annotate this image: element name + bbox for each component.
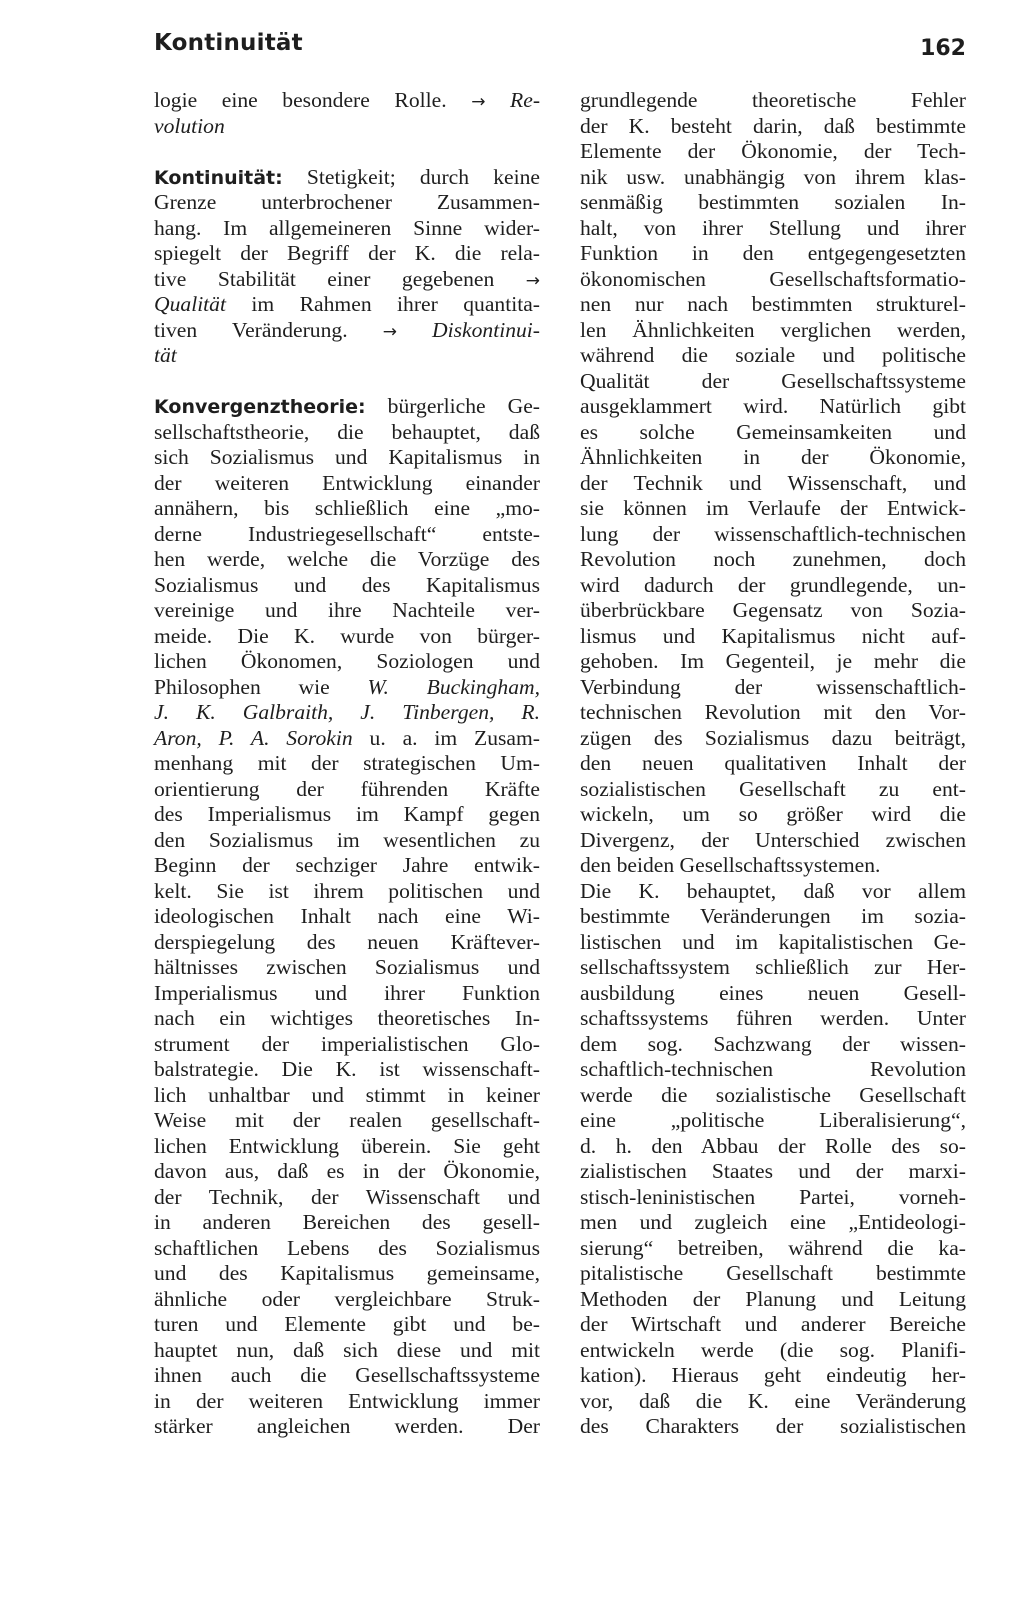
text-line: Elemente der Ökonomie, der Tech- (580, 139, 966, 163)
text-line: der K. besteht darin, daß bestimmte (580, 113, 966, 138)
text-line: derspiegelung des neuen Kräftever- (154, 929, 540, 954)
text-line: der Technik und Wissenschaft, und (580, 470, 966, 495)
text-line: derne Industriegesellschaft“ entste- (154, 521, 540, 546)
left-column (154, 88, 540, 1440)
text-line: Qualität der Gesellschaftssysteme (580, 368, 966, 393)
text-line: volution (154, 113, 225, 138)
text-line: davon aus, daß es in der Ökonomie, (154, 1159, 540, 1183)
text-line: tive Stabilität einer gegebenen → (154, 266, 540, 291)
text-line: der Wirtschaft und anderer Bereiche (580, 1312, 966, 1336)
text-line: es solche Gemeinsamkeiten und (580, 419, 966, 444)
text-line: senmäßig bestimmten sozialen In- (580, 190, 966, 214)
text-line: schaftlich-technischen Revolution (580, 1057, 966, 1081)
text-line: nik usw. unabhängig von ihrem klas- (580, 164, 966, 189)
text-line: entwickeln werde (die sog. Planifi- (580, 1337, 966, 1362)
text-line: grundlegende theoretische Fehler (580, 88, 966, 112)
text-line: hen werde, welche die Vorzüge des (154, 547, 540, 571)
text-line: sich Sozialismus und Kapitalismus in (154, 445, 540, 469)
text-line: ähnliche oder vergleichbare Struk- (154, 1286, 540, 1311)
arrow-icon: → (525, 270, 540, 291)
text-line: kation). Hieraus geht eindeutig her- (580, 1363, 966, 1387)
text-line: bestimmte Veränderungen im sozia- (580, 904, 966, 928)
text-line: in anderen Bereichen des gesell- (154, 1210, 540, 1234)
text-line: Funktion in den entgegengesetzten (580, 241, 966, 265)
text-line: werde die sozialistische Gesellschaft (580, 1082, 966, 1107)
text-line: menhang mit der strategischen Um- (154, 751, 540, 775)
text-line: wird dadurch der grundlegende, un- (580, 572, 966, 597)
text-line: men und zugleich eine „Entideologi- (580, 1210, 966, 1234)
text-line: logie eine besondere Rolle. → Re- (154, 88, 541, 112)
text-line: sie können im Verlaufe der Entwick- (580, 496, 966, 520)
text-line: lichen Ökonomen, Soziologen und (154, 649, 540, 673)
text-line: Grenze unterbrochener Zusammen- (154, 190, 540, 214)
text-line: in der weiteren Entwicklung immer (154, 1388, 540, 1413)
text-line: des Imperialismus im Kampf gegen (154, 802, 540, 826)
text-line: Qualität im Rahmen ihrer quantita- (154, 292, 540, 316)
text-line: annähern, bis schließlich eine „mo- (154, 496, 540, 520)
text-line: tiven Veränderung. → Diskontinui- (154, 317, 540, 342)
text-line: Imperialismus und ihrer Funktion (154, 980, 540, 1005)
text-line: Methoden der Planung und Leitung (580, 1286, 966, 1311)
text-line: Sozialismus und des Kapitalismus (154, 572, 540, 597)
text-line: len Ähnlichkeiten verglichen werden, (580, 317, 966, 342)
text-line: hältnisses zwischen Sozialismus und (154, 955, 540, 979)
text-line: während die soziale und politische (580, 343, 966, 367)
right-column (580, 88, 966, 1440)
text-line: lung der wissenschaftlich-technischen (580, 521, 966, 546)
text-line: Verbindung der wissenschaftlich- (580, 674, 966, 699)
entry-term: Konvergenztheorie: (154, 396, 366, 418)
text-line: Philosophen wie W. Buckingham, (154, 674, 540, 699)
text-line: listischen und im kapitalistischen Ge- (580, 929, 966, 954)
text-line: vereinige und ihre Nachteile ver- (154, 598, 540, 622)
text-line: hang. Im allgemeineren Sinne wider- (154, 215, 540, 240)
text-line: sierung“ betreiben, während die ka- (580, 1235, 966, 1260)
text-line: den Sozialismus im wesentlichen zu (154, 827, 540, 852)
text-line: ihnen auch die Gesellschaftssysteme (154, 1363, 540, 1387)
text-line: sellschaftssystem schließlich zur Her- (580, 955, 966, 979)
text-line: ausbildung eines neuen Gesell- (580, 980, 966, 1005)
text-line: spiegelt der Begriff der K. die rela- (154, 241, 540, 265)
text-line: den beiden Gesellschaftssystemen. (580, 853, 881, 877)
text-line: Die K. behauptet, daß vor allem (580, 878, 966, 903)
text-line: Revolution noch zunehmen, doch (580, 547, 966, 571)
text-line: strument der imperialistischen Glo- (154, 1031, 540, 1056)
text-line: stärker angleichen werden. Der (154, 1414, 540, 1438)
text-line: den neuen qualitativen Inhalt der (580, 751, 966, 775)
text-line: zügen des Sozialismus dazu beiträgt, (580, 725, 966, 750)
text-line: stisch-leninistischen Partei, vorneh- (580, 1184, 966, 1209)
text-line: überbrückbare Gegensatz von Sozia- (580, 598, 966, 622)
text-line: turen und Elemente gibt und be- (154, 1312, 540, 1336)
text-line: gehoben. Im Gegenteil, je mehr die (580, 649, 966, 673)
text-line: lich unhaltbar und stimmt in keiner (154, 1082, 540, 1107)
text-line: halt, von ihrer Stellung und ihrer (580, 215, 966, 240)
text-line: lismus und Kapitalismus nicht auf- (580, 623, 966, 648)
text-line: schaftlichen Lebens des Sozialismus (154, 1235, 540, 1260)
text-line: der Technik, der Wissenschaft und (154, 1184, 540, 1209)
text-line: tät (154, 343, 177, 367)
text-line: lichen Entwicklung überein. Sie geht (154, 1133, 540, 1158)
text-line: technischen Revolution mit den Vor- (580, 700, 966, 724)
text-line: orientierung der führenden Kräfte (154, 776, 540, 801)
text-line: Weise mit der realen gesellschaft- (154, 1108, 540, 1132)
text-line: zialistischen Staates und der marxi- (580, 1159, 966, 1183)
text-line: hauptet nun, daß sich diese und mit (154, 1337, 540, 1362)
text-line: und des Kapitalismus gemeinsame, (154, 1261, 540, 1285)
text-line: meide. Die K. wurde von bürger- (154, 623, 540, 648)
text-line: balstrategie. Die K. ist wissenschaft- (154, 1057, 540, 1081)
text-line: J. K. Galbraith, J. Tinbergen, R. (154, 700, 540, 724)
text-line: ideologischen Inhalt nach eine Wi- (154, 904, 540, 928)
arrow-icon: → (471, 92, 486, 112)
entry-kontinuitaet: Kontinuität: Stetigkeit; durch keine (154, 164, 540, 189)
text-line: Aron, P. A. Sorokin u. a. im Zusam- (154, 725, 540, 750)
text-line: nach ein wichtiges theoretisches In- (154, 1006, 540, 1030)
arrow-icon: → (382, 321, 397, 342)
text-line: wickeln, um so größer wird die (580, 802, 966, 826)
text-line: Ähnlichkeiten in der Ökonomie, (580, 445, 966, 469)
text-line: der weiteren Entwicklung einander (154, 470, 540, 495)
text-line: kelt. Sie ist ihrem politischen und (154, 878, 540, 903)
text-line: sellschaftstheorie, die behauptet, daß (154, 419, 540, 444)
text-line: des Charakters der sozialistischen (580, 1414, 966, 1438)
text-line: ausgeklammert wird. Natürlich gibt (580, 394, 966, 418)
text-line: Beginn der sechziger Jahre entwik- (154, 853, 540, 877)
text-line: vor, daß die K. eine Veränderung (580, 1388, 966, 1413)
page-number: 162 (920, 36, 966, 61)
running-header-title: Kontinuität (154, 30, 303, 56)
text-line: ökonomischen Gesellschaftsformatio- (580, 266, 966, 291)
text-line: eine „politische Liberalisierung“, (580, 1108, 966, 1132)
text-line: schaftssystems führen werden. Unter (580, 1006, 966, 1030)
text-line: nen nur nach bestimmten strukturel- (580, 292, 966, 316)
text-line: sozialistischen Gesellschaft zu ent- (580, 776, 966, 801)
text-line: Divergenz, der Unterschied zwischen (580, 827, 966, 852)
text-line: d. h. den Abbau der Rolle des so- (580, 1133, 966, 1158)
entry-konvergenztheorie: Konvergenztheorie: bürgerliche Ge- (154, 394, 540, 418)
entry-term: Kontinuität: (154, 166, 283, 189)
text-line: dem sog. Sachzwang der wissen- (580, 1031, 966, 1056)
text-line: pitalistische Gesellschaft bestimmte (580, 1261, 966, 1285)
